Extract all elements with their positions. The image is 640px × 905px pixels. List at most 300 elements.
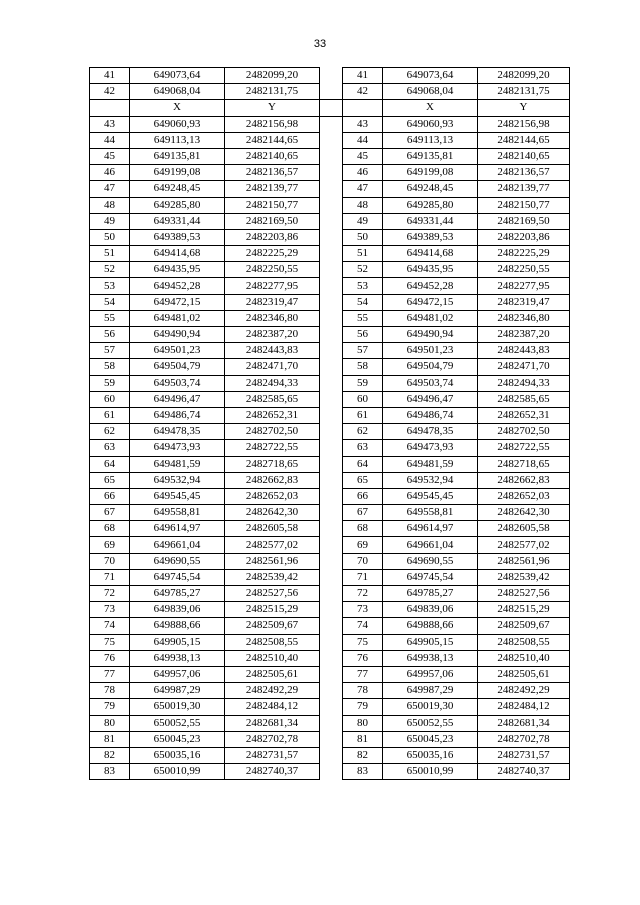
x-header-cell: X: [383, 100, 478, 116]
x-coordinate-cell: 649478,35: [130, 424, 225, 440]
x-coordinate-cell: 649478,35: [383, 424, 478, 440]
x-coordinate-cell: 649503,74: [383, 375, 478, 391]
x-coordinate-cell: 650019,30: [130, 699, 225, 715]
y-coordinate-cell: 2482508,55: [225, 634, 320, 650]
y-coordinate-cell: 2482731,57: [478, 747, 570, 763]
x-coordinate-cell: 649558,81: [383, 505, 478, 521]
column-gap: [320, 488, 343, 504]
x-coordinate-cell: 649785,27: [383, 586, 478, 602]
y-coordinate-cell: 2482577,02: [478, 537, 570, 553]
point-number-cell: 75: [90, 634, 130, 650]
table-row: [90, 132, 570, 148]
y-coordinate-cell: 2482605,58: [478, 521, 570, 537]
column-gap: [320, 100, 343, 116]
y-coordinate-cell: 2482140,65: [225, 148, 320, 164]
y-coordinate-cell: 2482702,50: [225, 424, 320, 440]
x-coordinate-cell: 649389,53: [383, 229, 478, 245]
x-coordinate-cell: 649905,15: [130, 634, 225, 650]
y-coordinate-cell: 2482731,57: [225, 747, 320, 763]
column-gap: [320, 650, 343, 666]
x-coordinate-cell: 650010,99: [383, 764, 478, 780]
x-coordinate-cell: 649199,08: [383, 165, 478, 181]
y-coordinate-cell: 2482652,31: [225, 407, 320, 423]
y-coordinate-cell: 2482131,75: [225, 84, 320, 100]
table-row: [90, 391, 570, 407]
y-coordinate-cell: 2482505,61: [478, 666, 570, 682]
table-row: [90, 68, 570, 84]
table-row: [90, 602, 570, 618]
x-coordinate-cell: 649501,23: [130, 343, 225, 359]
table-row: [90, 84, 570, 100]
x-coordinate-cell: 649938,13: [130, 650, 225, 666]
x-coordinate-cell: 649839,06: [130, 602, 225, 618]
y-coordinate-cell: 2482443,83: [478, 343, 570, 359]
y-coordinate-cell: 2482319,47: [478, 294, 570, 310]
column-gap: [320, 731, 343, 747]
x-coordinate-cell: 649060,93: [383, 116, 478, 132]
x-coordinate-cell: 650045,23: [383, 731, 478, 747]
x-coordinate-cell: 649472,15: [383, 294, 478, 310]
x-coordinate-cell: 649690,55: [130, 553, 225, 569]
point-number-cell: 76: [343, 650, 383, 666]
point-number-cell: 59: [343, 375, 383, 391]
point-number-cell: 68: [90, 521, 130, 537]
column-gap: [320, 715, 343, 731]
column-gap: [320, 229, 343, 245]
column-gap: [320, 586, 343, 602]
table-row: [90, 715, 570, 731]
table-row: [90, 521, 570, 537]
x-coordinate-cell: 649490,94: [130, 327, 225, 343]
point-number-cell: 47: [90, 181, 130, 197]
table-row: [90, 116, 570, 132]
y-coordinate-cell: 2482585,65: [478, 391, 570, 407]
point-number-cell: 63: [90, 440, 130, 456]
point-number-cell: 50: [90, 229, 130, 245]
y-coordinate-cell: 2482539,42: [225, 569, 320, 585]
table-row: [90, 424, 570, 440]
y-coordinate-cell: 2482642,30: [478, 505, 570, 521]
table-row: [90, 229, 570, 245]
x-coordinate-cell: 649839,06: [383, 602, 478, 618]
x-coordinate-cell: 649073,64: [383, 68, 478, 84]
y-coordinate-cell: 2482577,02: [225, 537, 320, 553]
y-coordinate-cell: 2482505,61: [225, 666, 320, 682]
point-number-cell: 77: [343, 666, 383, 682]
x-coordinate-cell: 649248,45: [383, 181, 478, 197]
point-number-cell: 51: [343, 246, 383, 262]
y-coordinate-cell: 2482099,20: [478, 68, 570, 84]
point-number-cell: 44: [90, 132, 130, 148]
y-header-cell: Y: [478, 100, 570, 116]
y-coordinate-cell: 2482515,29: [478, 602, 570, 618]
column-gap: [320, 148, 343, 164]
y-coordinate-cell: 2482718,65: [225, 456, 320, 472]
table-row: [90, 666, 570, 682]
point-number-cell: 50: [343, 229, 383, 245]
table-row: [90, 488, 570, 504]
y-coordinate-cell: 2482156,98: [225, 116, 320, 132]
table-row: [90, 618, 570, 634]
y-coordinate-cell: 2482144,65: [478, 132, 570, 148]
point-number-cell: 54: [343, 294, 383, 310]
point-number-cell: 53: [343, 278, 383, 294]
y-coordinate-cell: 2482740,37: [478, 764, 570, 780]
coordinates-table: [89, 67, 570, 780]
table-row: [90, 407, 570, 423]
column-gap: [320, 165, 343, 181]
column-gap: [320, 569, 343, 585]
y-coordinate-cell: 2482484,12: [478, 699, 570, 715]
y-coordinate-cell: 2482225,29: [478, 246, 570, 262]
column-gap: [320, 634, 343, 650]
x-coordinate-cell: 649473,93: [383, 440, 478, 456]
column-gap: [320, 764, 343, 780]
y-coordinate-cell: 2482722,55: [225, 440, 320, 456]
y-coordinate-cell: 2482494,33: [225, 375, 320, 391]
column-gap: [320, 618, 343, 634]
x-coordinate-cell: 649486,74: [383, 407, 478, 423]
x-coordinate-cell: 649785,27: [130, 586, 225, 602]
point-number-cell: 66: [343, 488, 383, 504]
y-coordinate-cell: 2482139,77: [225, 181, 320, 197]
x-coordinate-cell: 649661,04: [383, 537, 478, 553]
table-row: [90, 262, 570, 278]
y-coordinate-cell: 2482702,78: [478, 731, 570, 747]
table-row: [90, 213, 570, 229]
y-coordinate-cell: 2482250,55: [478, 262, 570, 278]
x-coordinate-cell: 649545,45: [383, 488, 478, 504]
y-coordinate-cell: 2482156,98: [478, 116, 570, 132]
x-coordinate-cell: 649501,23: [383, 343, 478, 359]
y-coordinate-cell: 2482527,56: [478, 586, 570, 602]
point-number-cell: 41: [90, 68, 130, 84]
point-number-cell: 60: [343, 391, 383, 407]
point-number-cell: 54: [90, 294, 130, 310]
column-gap: [320, 132, 343, 148]
x-coordinate-cell: 649888,66: [130, 618, 225, 634]
point-number-cell: 62: [90, 424, 130, 440]
y-coordinate-cell: 2482150,77: [225, 197, 320, 213]
x-coordinate-cell: 649073,64: [130, 68, 225, 84]
column-gap: [320, 68, 343, 84]
point-number-cell: 47: [343, 181, 383, 197]
x-coordinate-cell: 649113,13: [130, 132, 225, 148]
x-coordinate-cell: 649987,29: [130, 683, 225, 699]
point-number-cell: 80: [90, 715, 130, 731]
table-row: [90, 148, 570, 164]
column-gap: [320, 116, 343, 132]
table-row: [90, 553, 570, 569]
x-coordinate-cell: 649472,15: [130, 294, 225, 310]
column-gap: [320, 424, 343, 440]
y-coordinate-cell: 2482140,65: [478, 148, 570, 164]
y-coordinate-cell: 2482131,75: [478, 84, 570, 100]
column-gap: [320, 181, 343, 197]
table-row: [90, 505, 570, 521]
x-coordinate-cell: 649532,94: [383, 472, 478, 488]
point-number-cell: 67: [90, 505, 130, 521]
x-coordinate-cell: 649414,68: [383, 246, 478, 262]
y-coordinate-cell: 2482139,77: [478, 181, 570, 197]
x-coordinate-cell: 649504,79: [130, 359, 225, 375]
table-row: [90, 294, 570, 310]
y-coordinate-cell: 2482319,47: [225, 294, 320, 310]
y-coordinate-cell: 2482387,20: [225, 327, 320, 343]
y-coordinate-cell: 2482443,83: [225, 343, 320, 359]
table-row: [90, 440, 570, 456]
point-number-cell: 70: [343, 553, 383, 569]
point-number-cell: 74: [343, 618, 383, 634]
point-number-cell: 49: [343, 213, 383, 229]
x-coordinate-cell: 649331,44: [383, 213, 478, 229]
point-number-cell: 74: [90, 618, 130, 634]
header-blank-cell: [90, 100, 130, 116]
table-row: [90, 650, 570, 666]
column-gap: [320, 197, 343, 213]
x-coordinate-cell: 649558,81: [130, 505, 225, 521]
point-number-cell: 73: [90, 602, 130, 618]
point-number-cell: 51: [90, 246, 130, 262]
y-coordinate-cell: 2482277,95: [225, 278, 320, 294]
y-coordinate-cell: 2482652,03: [225, 488, 320, 504]
y-coordinate-cell: 2482387,20: [478, 327, 570, 343]
y-coordinate-cell: 2482718,65: [478, 456, 570, 472]
table-row: [90, 181, 570, 197]
y-coordinate-cell: 2482510,40: [478, 650, 570, 666]
point-number-cell: 42: [90, 84, 130, 100]
y-coordinate-cell: 2482662,83: [478, 472, 570, 488]
column-gap: [320, 747, 343, 763]
x-coordinate-cell: 650035,16: [130, 747, 225, 763]
y-coordinate-cell: 2482494,33: [478, 375, 570, 391]
point-number-cell: 53: [90, 278, 130, 294]
point-number-cell: 48: [90, 197, 130, 213]
y-coordinate-cell: 2482225,29: [225, 246, 320, 262]
x-coordinate-cell: 649068,04: [383, 84, 478, 100]
column-gap: [320, 683, 343, 699]
point-number-cell: 44: [343, 132, 383, 148]
x-coordinate-cell: 650045,23: [130, 731, 225, 747]
page-number: 33: [313, 38, 327, 50]
table-row: [90, 537, 570, 553]
x-coordinate-cell: 649690,55: [383, 553, 478, 569]
x-coordinate-cell: 649496,47: [130, 391, 225, 407]
point-number-cell: 56: [343, 327, 383, 343]
point-number-cell: 49: [90, 213, 130, 229]
y-coordinate-cell: 2482144,65: [225, 132, 320, 148]
x-coordinate-cell: 649452,28: [383, 278, 478, 294]
x-coordinate-cell: 649888,66: [383, 618, 478, 634]
y-coordinate-cell: 2482561,96: [225, 553, 320, 569]
point-number-cell: 81: [343, 731, 383, 747]
point-number-cell: 58: [343, 359, 383, 375]
table-row: [90, 747, 570, 763]
column-gap: [320, 440, 343, 456]
y-coordinate-cell: 2482539,42: [478, 569, 570, 585]
point-number-cell: 52: [343, 262, 383, 278]
x-coordinate-cell: 649486,74: [130, 407, 225, 423]
y-coordinate-cell: 2482722,55: [478, 440, 570, 456]
point-number-cell: 82: [343, 747, 383, 763]
x-coordinate-cell: 649481,59: [383, 456, 478, 472]
x-coordinate-cell: 649113,13: [383, 132, 478, 148]
table-row: [90, 343, 570, 359]
point-number-cell: 68: [343, 521, 383, 537]
y-coordinate-cell: 2482585,65: [225, 391, 320, 407]
xy-header-row: [90, 100, 570, 116]
y-coordinate-cell: 2482346,80: [478, 310, 570, 326]
x-coordinate-cell: 649957,06: [383, 666, 478, 682]
x-coordinate-cell: 649496,47: [383, 391, 478, 407]
table-row: [90, 197, 570, 213]
table-row: [90, 569, 570, 585]
point-number-cell: 46: [343, 165, 383, 181]
y-coordinate-cell: 2482509,67: [225, 618, 320, 634]
x-coordinate-cell: 650019,30: [383, 699, 478, 715]
point-number-cell: 65: [90, 472, 130, 488]
x-coordinate-cell: 649490,94: [383, 327, 478, 343]
x-coordinate-cell: 649285,80: [130, 197, 225, 213]
x-coordinate-cell: 649481,02: [383, 310, 478, 326]
x-coordinate-cell: 649389,53: [130, 229, 225, 245]
y-coordinate-cell: 2482702,50: [478, 424, 570, 440]
point-number-cell: 79: [343, 699, 383, 715]
column-gap: [320, 213, 343, 229]
y-coordinate-cell: 2482662,83: [225, 472, 320, 488]
point-number-cell: 65: [343, 472, 383, 488]
column-gap: [320, 84, 343, 100]
point-number-cell: 61: [343, 407, 383, 423]
column-gap: [320, 521, 343, 537]
point-number-cell: 70: [90, 553, 130, 569]
x-coordinate-cell: 649481,02: [130, 310, 225, 326]
y-coordinate-cell: 2482605,58: [225, 521, 320, 537]
point-number-cell: 78: [90, 683, 130, 699]
y-coordinate-cell: 2482652,31: [478, 407, 570, 423]
x-coordinate-cell: 649614,97: [383, 521, 478, 537]
table-row: [90, 586, 570, 602]
point-number-cell: 78: [343, 683, 383, 699]
table-row: [90, 731, 570, 747]
y-coordinate-cell: 2482509,67: [478, 618, 570, 634]
table-row: [90, 165, 570, 181]
point-number-cell: 69: [90, 537, 130, 553]
point-number-cell: 63: [343, 440, 383, 456]
y-coordinate-cell: 2482471,70: [225, 359, 320, 375]
point-number-cell: 67: [343, 505, 383, 521]
point-number-cell: 57: [343, 343, 383, 359]
x-coordinate-cell: 649435,95: [383, 262, 478, 278]
point-number-cell: 66: [90, 488, 130, 504]
y-coordinate-cell: 2482099,20: [225, 68, 320, 84]
column-gap: [320, 505, 343, 521]
point-number-cell: 73: [343, 602, 383, 618]
point-number-cell: 45: [343, 148, 383, 164]
column-gap: [320, 310, 343, 326]
point-number-cell: 79: [90, 699, 130, 715]
x-coordinate-cell: 649248,45: [130, 181, 225, 197]
y-coordinate-cell: 2482169,50: [478, 213, 570, 229]
x-coordinate-cell: 649938,13: [383, 650, 478, 666]
coordinates-table-body: [90, 68, 570, 780]
point-number-cell: 52: [90, 262, 130, 278]
y-coordinate-cell: 2482642,30: [225, 505, 320, 521]
column-gap: [320, 359, 343, 375]
x-coordinate-cell: 649452,28: [130, 278, 225, 294]
column-gap: [320, 262, 343, 278]
y-coordinate-cell: 2482702,78: [225, 731, 320, 747]
point-number-cell: 71: [343, 569, 383, 585]
point-number-cell: 57: [90, 343, 130, 359]
column-gap: [320, 278, 343, 294]
x-coordinate-cell: 649285,80: [383, 197, 478, 213]
point-number-cell: 48: [343, 197, 383, 213]
x-coordinate-cell: 650052,55: [130, 715, 225, 731]
point-number-cell: 69: [343, 537, 383, 553]
table-row: [90, 359, 570, 375]
y-coordinate-cell: 2482527,56: [225, 586, 320, 602]
column-gap: [320, 456, 343, 472]
table-row: [90, 764, 570, 780]
x-coordinate-cell: 649957,06: [130, 666, 225, 682]
table-row: [90, 472, 570, 488]
column-gap: [320, 407, 343, 423]
x-coordinate-cell: 649060,93: [130, 116, 225, 132]
point-number-cell: 61: [90, 407, 130, 423]
point-number-cell: 62: [343, 424, 383, 440]
y-coordinate-cell: 2482150,77: [478, 197, 570, 213]
y-coordinate-cell: 2482515,29: [225, 602, 320, 618]
column-gap: [320, 391, 343, 407]
x-coordinate-cell: 649199,08: [130, 165, 225, 181]
x-coordinate-cell: 649987,29: [383, 683, 478, 699]
y-header-cell: Y: [225, 100, 320, 116]
point-number-cell: 71: [90, 569, 130, 585]
y-coordinate-cell: 2482510,40: [225, 650, 320, 666]
table-row: [90, 375, 570, 391]
point-number-cell: 58: [90, 359, 130, 375]
column-gap: [320, 553, 343, 569]
point-number-cell: 42: [343, 84, 383, 100]
column-gap: [320, 327, 343, 343]
point-number-cell: 64: [90, 456, 130, 472]
point-number-cell: 76: [90, 650, 130, 666]
x-coordinate-cell: 649473,93: [130, 440, 225, 456]
y-coordinate-cell: 2482277,95: [478, 278, 570, 294]
point-number-cell: 45: [90, 148, 130, 164]
table-row: [90, 310, 570, 326]
x-coordinate-cell: 649661,04: [130, 537, 225, 553]
x-coordinate-cell: 649135,81: [130, 148, 225, 164]
point-number-cell: 75: [343, 634, 383, 650]
y-coordinate-cell: 2482681,34: [225, 715, 320, 731]
column-gap: [320, 537, 343, 553]
table-row: [90, 456, 570, 472]
y-coordinate-cell: 2482508,55: [478, 634, 570, 650]
x-coordinate-cell: 649532,94: [130, 472, 225, 488]
column-gap: [320, 343, 343, 359]
column-gap: [320, 375, 343, 391]
point-number-cell: 56: [90, 327, 130, 343]
y-coordinate-cell: 2482203,86: [478, 229, 570, 245]
x-header-cell: X: [130, 100, 225, 116]
table-row: [90, 278, 570, 294]
y-coordinate-cell: 2482652,03: [478, 488, 570, 504]
x-coordinate-cell: 649331,44: [130, 213, 225, 229]
y-coordinate-cell: 2482681,34: [478, 715, 570, 731]
point-number-cell: 83: [343, 764, 383, 780]
